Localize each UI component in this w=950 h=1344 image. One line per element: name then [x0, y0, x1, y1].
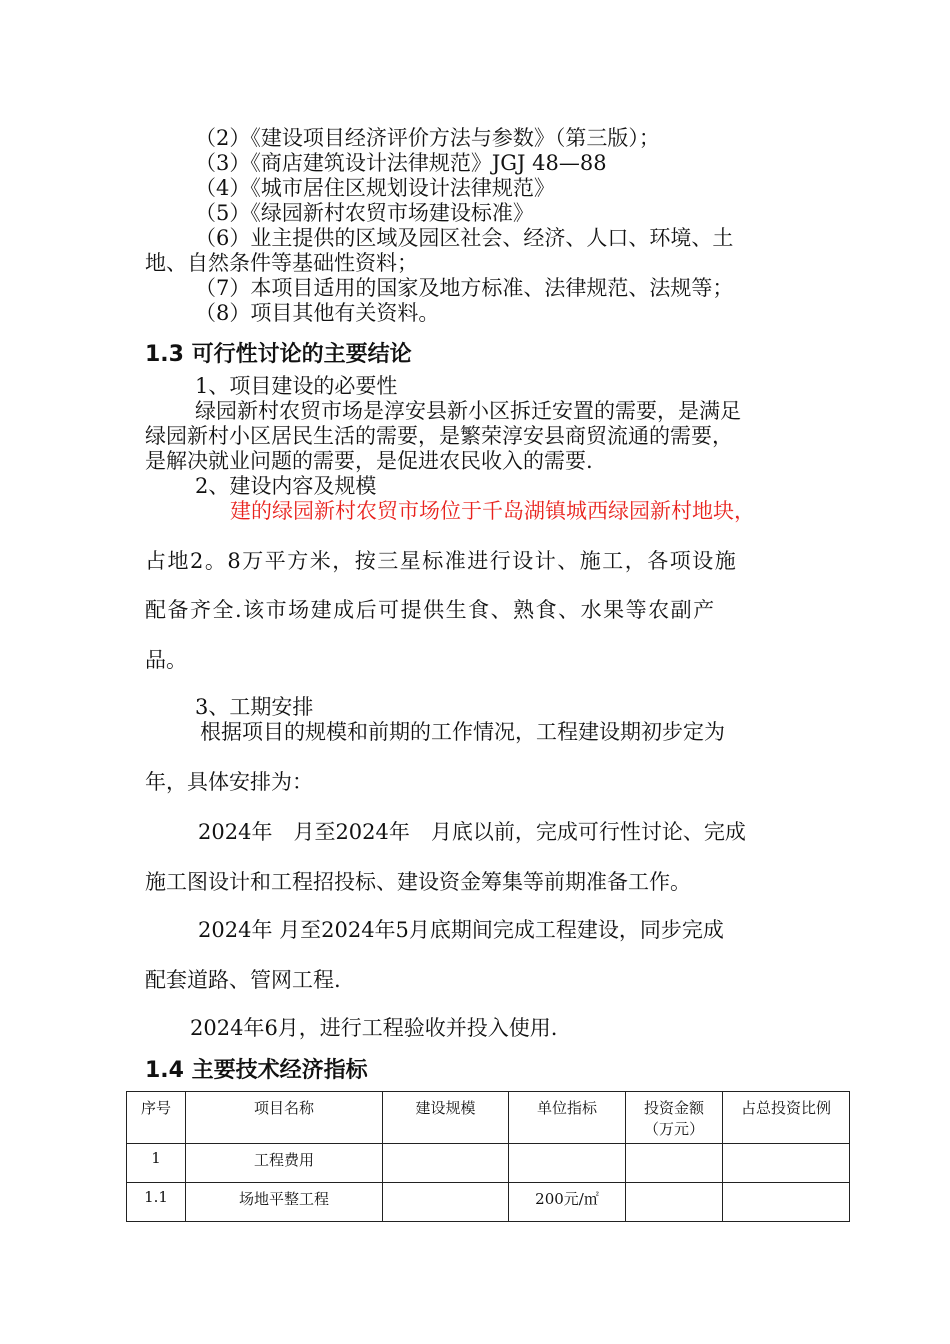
item3-title: 3、工期安排 [195, 695, 314, 719]
table-row [127, 1183, 850, 1222]
ref-item-8: （8）项目其他有关资料。 [195, 301, 440, 325]
item2-line-3: 品。 [145, 648, 187, 672]
item3-line-4: 施工图设计和工程招投标、建设资金筹集等前期准备工作。 [145, 870, 691, 894]
item2-title: 2、建设内容及规模 [195, 474, 377, 498]
header-investment-unit: （万元） [643, 1120, 704, 1138]
ref-item-3: （3）《商店建筑设计法律规范》JGJ 48—88 [195, 151, 607, 175]
header-investment [626, 1092, 723, 1144]
cell-investment [626, 1183, 723, 1222]
item3-line-6: 配套道路、管网工程. [145, 968, 341, 992]
item2-line-1: 占地2。8万平方米，按三星标准进行设计、施工，各项设施 [145, 549, 738, 573]
item3-line-2: 年，具体安排为： [145, 770, 313, 794]
header-item-name: 项目名称 [186, 1092, 383, 1144]
cell-seq: 1.1 [127, 1183, 186, 1222]
cell-investment [626, 1144, 723, 1183]
ref-item-4: （4）《城市居住区规划设计法律规范》 [195, 176, 555, 200]
cell-item-name: 场地平整工程 [186, 1183, 383, 1222]
item1-line-1: 绿园新村农贸市场是淳安县新小区拆迁安置的需要，是满足 [195, 399, 741, 423]
section-heading-1-3: 1.3 可行性讨论的主要结论 [145, 342, 412, 367]
ref-item-5: （5）《绿园新村农贸市场建设标准》 [195, 201, 534, 225]
header-unit-index: 单位指标 [509, 1092, 626, 1144]
item3-line-7: 2024年6月，进行工程验收并投入使用. [190, 1016, 558, 1040]
item2-highlight-line: 建的绿园新村农贸市场位于千岛湖镇城西绿园新村地块， [230, 499, 755, 523]
cell-unit-index [509, 1144, 626, 1183]
cell-unit-index: 200元/㎡ [509, 1183, 626, 1222]
item1-title: 1、项目建设的必要性 [195, 374, 398, 398]
cell-item-name: 工程费用 [186, 1144, 383, 1183]
section-heading-1-4: 1.4 主要技术经济指标 [145, 1058, 368, 1083]
item1-line-2: 绿园新村小区居民生活的需要，是繁荣淳安县商贸流通的需要， [145, 424, 733, 448]
header-investment-label: 投资金额 [643, 1099, 704, 1117]
cell-ratio [723, 1144, 850, 1183]
item1-line-3: 是解决就业问题的需要，是促进农民收入的需要. [145, 449, 593, 473]
ref-item-6: （6）业主提供的区域及园区社会、经济、人口、环境、土 [195, 226, 734, 250]
ref-item-2: （2）《建设项目经济评价方法与参数》（第三版）； [195, 126, 660, 150]
item3-line-5: 2024年 月至2024年5月底期间完成工程建设，同步完成 [198, 918, 724, 942]
header-scale: 建设规模 [383, 1092, 509, 1144]
cell-scale [383, 1144, 509, 1183]
header-ratio: 占总投资比例 [723, 1092, 850, 1144]
item3-line-3: 2024年 月至2024年 月底以前，完成可行性讨论、完成 [198, 820, 746, 844]
ref-item-7: （7）本项目适用的国家及地方标准、法律规范、法规等； [195, 276, 734, 300]
tech-econ-indicators-table [126, 1091, 850, 1222]
table-header-row [127, 1092, 850, 1144]
cell-seq: 1 [127, 1144, 186, 1183]
cell-ratio [723, 1183, 850, 1222]
cell-scale [383, 1183, 509, 1222]
table-row [127, 1144, 850, 1183]
ref-item-6-cont: 地、自然条件等基础性资料； [145, 251, 418, 275]
item2-line-2: 配备齐全.该市场建成后可提供生食、熟食、水果等农副产 [145, 598, 716, 622]
item3-line-1: 根据项目的规模和前期的工作情况，工程建设期初步定为 [200, 720, 725, 744]
header-seq: 序号 [127, 1092, 186, 1144]
